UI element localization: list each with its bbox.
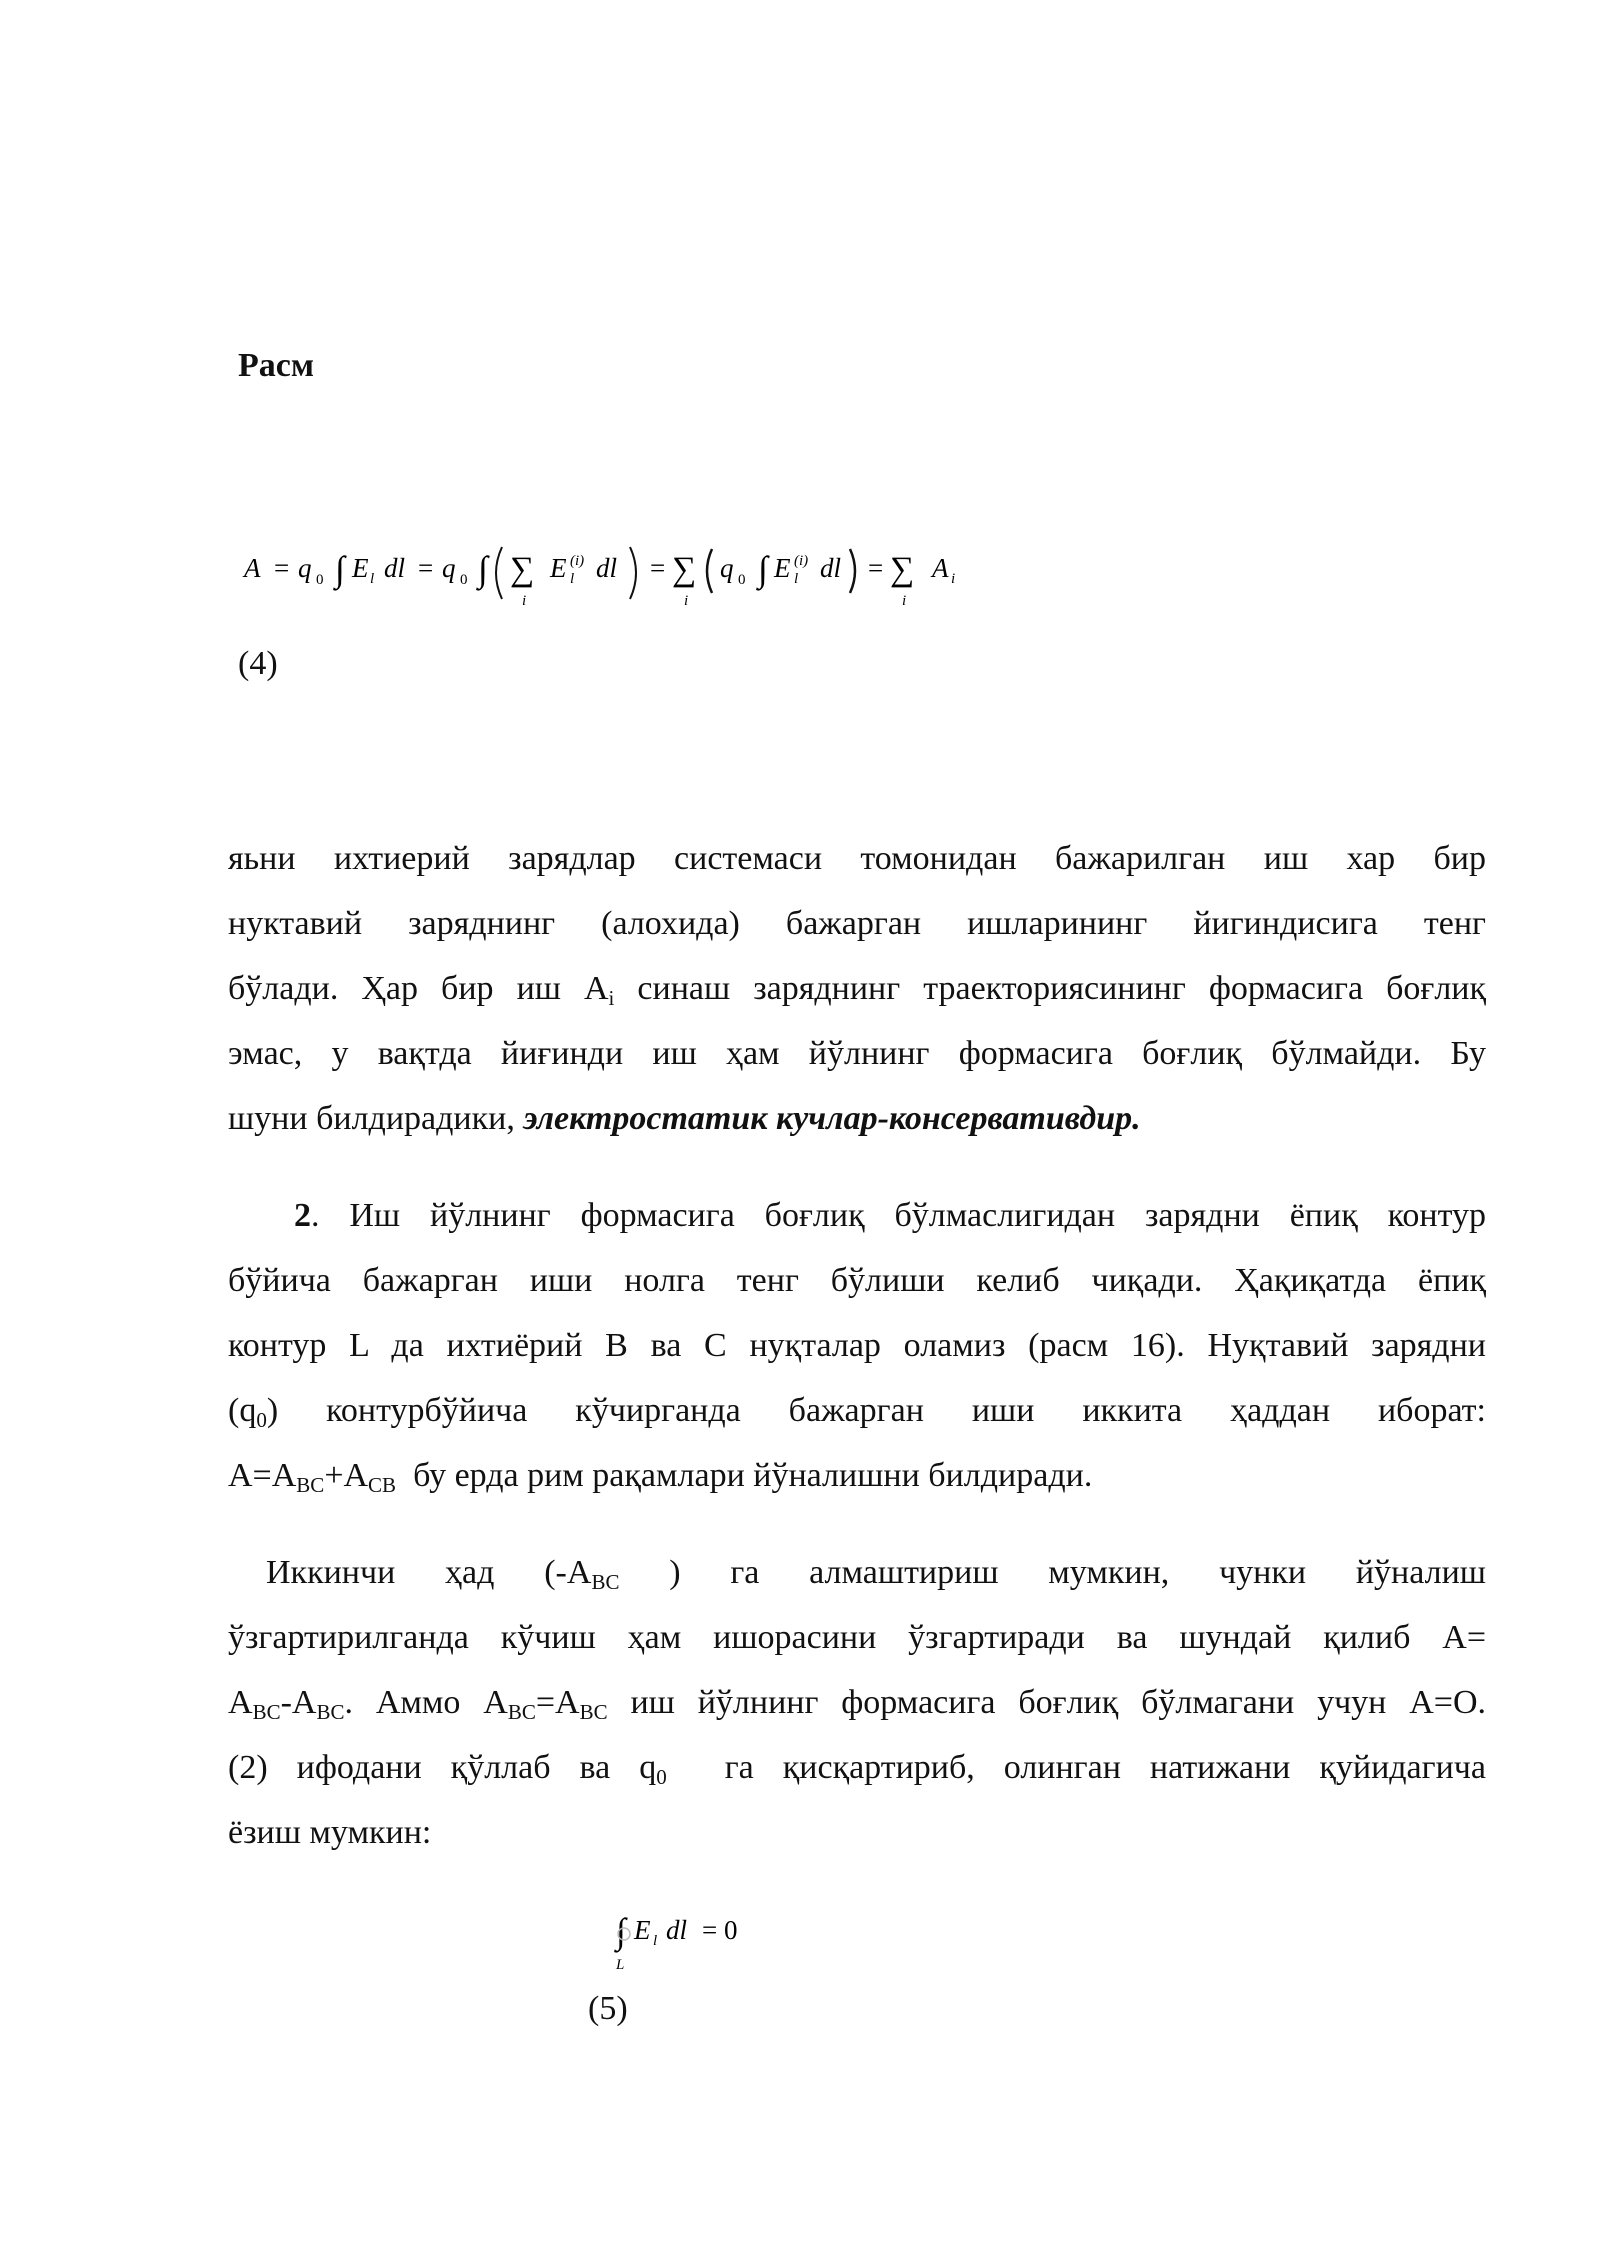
f4-q3: q: [720, 553, 734, 583]
f4-Ai-sub: i: [951, 571, 956, 587]
f4-eq2: =: [418, 553, 434, 583]
f4-q1-sub: 0: [316, 572, 324, 588]
f4-paren2-close: [850, 549, 855, 593]
f4-E1: E: [352, 553, 369, 583]
f4-q2: q: [442, 553, 456, 583]
p1-line-3: бўлади. Ҳар бир иш $A_i$ синаш заряднинг траекториясининг формасига боғлиқ: [228, 970, 1487, 1010]
p2-line-2: бўйича бажарган иши нолга тенг бўлиши келиб чиқади. Ҳақиқатда ёпиқ: [228, 1262, 1486, 1299]
f4-eq1: =: [274, 553, 290, 583]
f4-q1: q: [298, 553, 312, 583]
f4-E2: E: [550, 553, 567, 583]
f4-E2-sub: l: [570, 571, 575, 587]
f4-sum3: ∑: [890, 551, 915, 588]
f5-L: L: [616, 1957, 625, 1973]
p2-line-1: 2. Иш йўлнинг формасига боғлиқ бўлмаслигидан зарядни ёпиқ контур: [294, 1197, 1486, 1234]
figure-heading: Расм: [238, 347, 315, 384]
f4-E1-sub: l: [370, 571, 375, 587]
f4-E3-sup: (i): [794, 553, 809, 569]
formula-5: [612, 1905, 762, 1975]
f4-sum1: ∑: [510, 551, 535, 588]
equation-number-4: (4): [238, 645, 278, 682]
f4-paren2-open: [707, 549, 712, 593]
paragraph-3: [228, 1540, 1486, 1865]
f5-eq: =: [702, 1915, 718, 1945]
f4-dl3: dl: [820, 553, 842, 583]
f4-eq3: =: [650, 553, 666, 583]
f4-paren-close: [630, 547, 636, 599]
f4-Ai: A: [932, 553, 949, 583]
f4-dl1: dl: [384, 553, 406, 583]
f4-int1: ∫: [335, 549, 345, 589]
equation-number-5: (5): [588, 1990, 628, 2027]
paragraph-1: [228, 826, 1486, 1151]
f5-E-sub: l: [653, 1933, 658, 1949]
f4-eq4: =: [868, 553, 884, 583]
f5-dl: dl: [666, 1915, 688, 1945]
f4-int3: ∫: [758, 549, 768, 589]
f4-A: A: [244, 553, 261, 583]
f4-sum2-idx: i: [684, 593, 689, 609]
p3-line-3: $A_{BC}-A_{BC}$. Аммо $A_{BC}=A_{BC}$ иш йўлнинг формасига боғлиқ бўлмагани учун A=O.: [228, 1684, 1487, 1724]
paragraph-2: [228, 1183, 1486, 1508]
item-number: 2: [294, 1197, 311, 1234]
emphasis-conservative: электростатик кучлар-консервативдир.: [523, 1100, 1141, 1137]
f5-int: ∫: [616, 1911, 626, 1951]
f4-E2-sup: (i): [570, 553, 585, 569]
f4-paren-open: [496, 547, 502, 599]
f5-zero: 0: [724, 1915, 738, 1945]
p2-line-5: $A=A_{BC}+A_{CB}$ бу ерда рим рақамлари йўналишни билдиради.: [228, 1457, 1093, 1497]
f4-sum3-idx: i: [902, 593, 907, 609]
p1-line-5: шуни билдирадики, электростатик кучлар-консервативдир.: [228, 1100, 1141, 1137]
f4-q2-sub: 0: [460, 572, 468, 588]
f4-sum2: ∑: [672, 551, 697, 588]
f5-E: E: [634, 1915, 651, 1945]
p3-line-1: Иккинчи ҳад ($-A_{BC}$ ) га алмаштириш мумкин, чунки йўналиш: [266, 1554, 1486, 1594]
f4-int2: ∫: [478, 549, 488, 589]
p2-line-4: $(q_0)$ контурбўйича кўчирганда бажарган иши иккита ҳаддан иборат:: [228, 1392, 1486, 1432]
f4-dl2: dl: [596, 553, 618, 583]
p3-line-5: ёзиш мумкин:: [228, 1814, 432, 1851]
f4-E3: E: [774, 553, 791, 583]
p1-line-2: нуктавий заряднинг (алохида) бажарган ишларининг йигиндисига тенг: [228, 905, 1486, 942]
p1-line-1: яьни ихтиерий зарядлар системаси томонидан бажарилган иш хар бир: [228, 840, 1486, 877]
f4-E3-sub: l: [794, 571, 799, 587]
p1-line-4: эмас, у вақтда йиғинди иш ҳам йўлнинг формасига боғлиқ бўлмайди. Бу: [228, 1035, 1486, 1072]
f4-q3-sub: 0: [738, 572, 746, 588]
f4-sum1-idx: i: [522, 593, 527, 609]
p2-line-3: контур L да ихтиёрий B ва C нуқталар оламиз (расм 16). Нуқтавий зарядни: [228, 1327, 1486, 1364]
p3-line-2: ўзгартирилганда кўчиш ҳам ишорасини ўзгартиради ва шундай қилиб A=: [228, 1619, 1486, 1656]
p3-line-4: (2) ифодани қўллаб ва $q_0$ га қисқартириб, олинган натижани қуйидагича: [228, 1749, 1486, 1789]
formula-4: [240, 535, 1000, 615]
